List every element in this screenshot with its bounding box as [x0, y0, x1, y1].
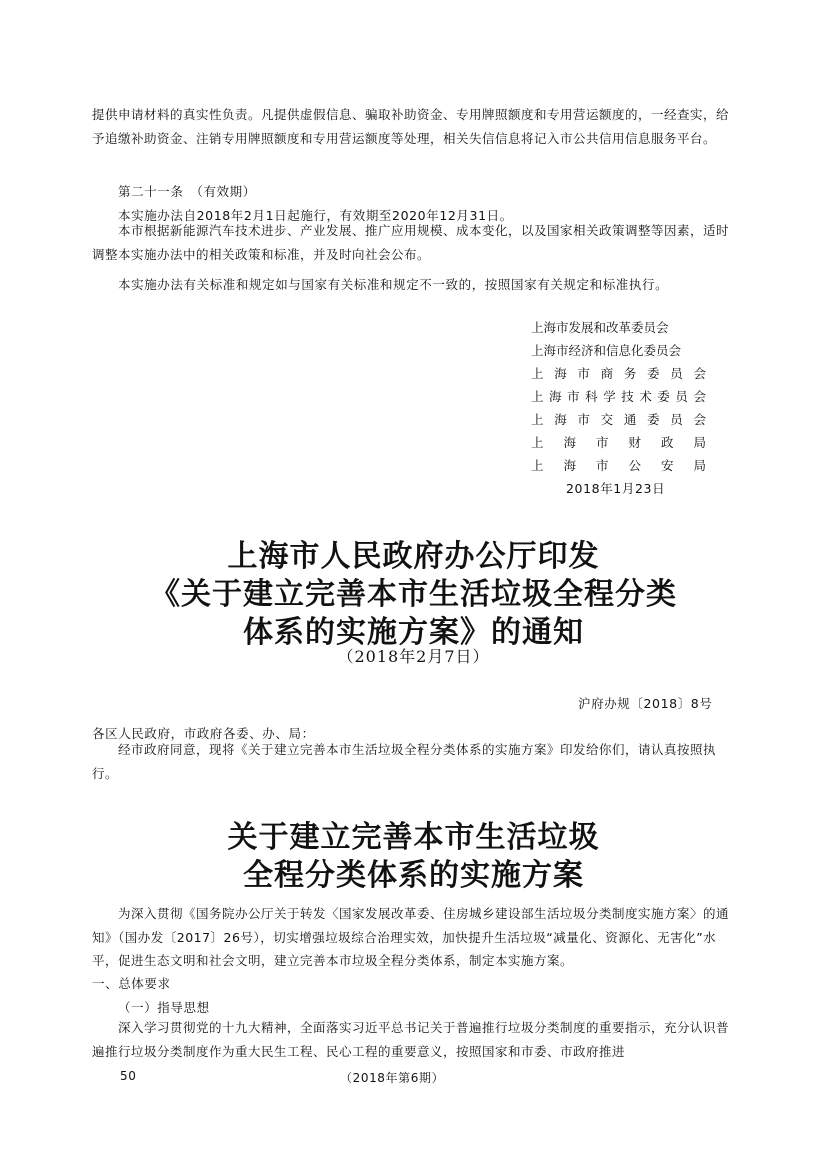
issue-label: （2018年第6期） [340, 1071, 445, 1085]
subsection-heading: （一）指导思想 [118, 1000, 210, 1015]
article-paragraph-1: 本实施办法自2018年2月1日起施行，有效期至2020年12月31日。 [118, 208, 513, 223]
signatory-7: 上海市公安局 [531, 458, 706, 473]
notice-date: （2018年2月7日） [337, 647, 490, 666]
sign-date: 2018年1月23日 [566, 481, 666, 496]
plan-title-line-2: 全程分类体系的实施方案 [243, 858, 584, 893]
article-heading: 第二十一条 （有效期） [118, 184, 256, 199]
notice-title-line-2: 《关于建立完善本市生活垃圾全程分类 [150, 577, 677, 612]
signatory-6: 上海市财政局 [531, 435, 706, 450]
notice-body: 经市政府同意，现将《关于建立完善本市生活垃圾全程分类体系的实施方案》印发给你们，请认真按照执行。 [92, 742, 717, 781]
signatory-1: 上海市发展和改革委员会 [531, 320, 669, 335]
plan-intro: 为深入贯彻《国务院办公厅关于转发〈国家发展改革委、住房城乡建设部生活垃圾分类制度实施方案〉的通知》（国办发〔2017〕26号），切实增强垃圾综合治理实效，加快提升生活垃圾“减量化、资源化、无害化”水平，促进生态文明和社会文明，建立完善本市垃圾全程分类体系，制定本实施方案。 [92, 906, 730, 969]
signatory-4: 上海市科学技术委员会 [531, 389, 706, 404]
addressee: 各区人民政府，市政府各委、办、局： [92, 726, 315, 741]
signatory-2: 上海市经济和信息化委员会 [531, 343, 682, 358]
section-heading: 一、总体要求 [92, 976, 171, 991]
article-paragraph-2: 本市根据新能源汽车技术进步、产业发展、推广应用规模、成本变化，以及国家相关政策调整等因素，适时调整本实施办法中的相关政策和标准，并及时向社会公布。 [92, 223, 730, 262]
plan-title-line-1: 关于建立完善本市生活垃圾 [227, 820, 600, 855]
notice-title-line-3: 体系的实施方案》的通知 [243, 615, 584, 650]
article-paragraph-3: 本实施办法有关标准和规定如与国家有关标准和规定不一致的，按照国家有关规定和标准执行。 [118, 277, 669, 292]
signatory-3: 上海市商务委员会 [531, 366, 706, 381]
notice-title-line-1: 上海市人民政府办公厅印发 [227, 539, 600, 574]
section-body: 深入学习贯彻党的十九大精神，全面落实习近平总书记关于普遍推行垃圾分类制度的重要指示，充分认识普遍推行垃圾分类制度作为重大民生工程、民心工程的重要意义，按照国家和市委、市政府推进 [92, 1020, 730, 1059]
signatory-5: 上海市交通委员会 [531, 412, 706, 427]
top-paragraph: 提供申请材料的真实性负责。凡提供虚假信息、骗取补助资金、专用牌照额度和专用营运额度的，一经查实，给予追缴补助资金、注销专用牌照额度和专用营运额度等处理，相关失信信息将记入市公共信用信息服务平台。 [92, 107, 730, 146]
page-number: 50 [120, 1069, 137, 1083]
doc-number: 沪府办规〔2018〕8号 [578, 696, 713, 711]
